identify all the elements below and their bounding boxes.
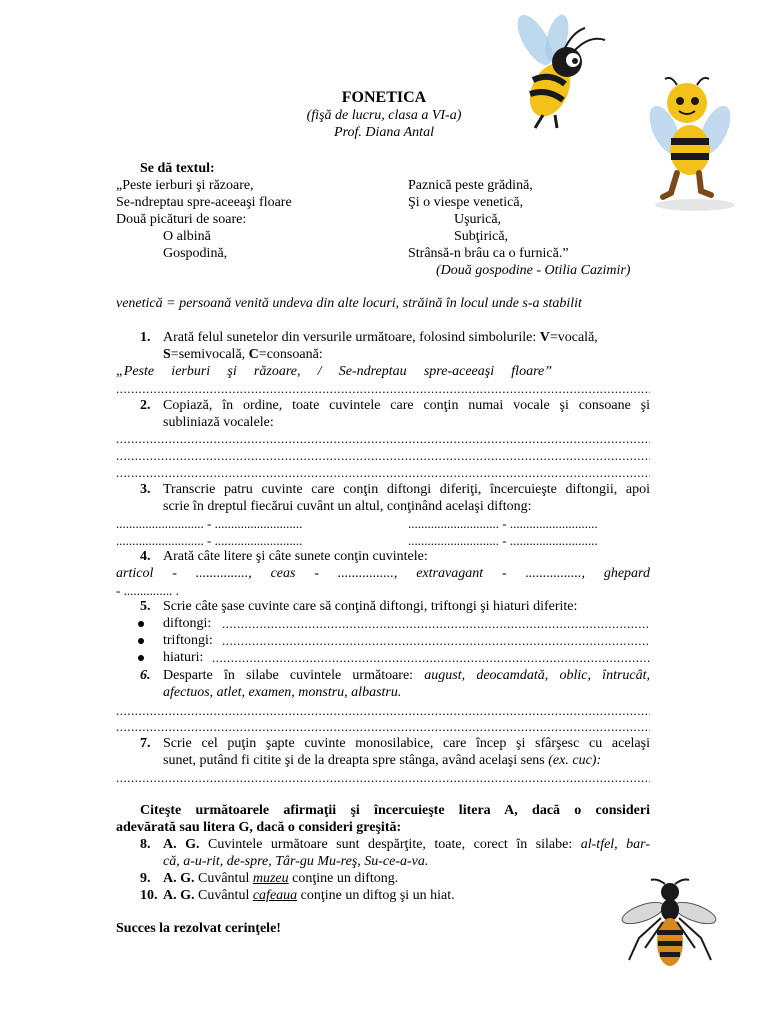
- answer-line[interactable]: [222, 632, 650, 649]
- q6-number: 6.: [140, 668, 151, 683]
- author: Prof. Diana Antal: [334, 125, 434, 140]
- q5-item-hiaturi: hiaturi:: [163, 650, 204, 665]
- q6-words-cont: afectuos, atlet, examen, monstru, albastru.: [163, 685, 402, 700]
- truefalse-intro: Citeşte următoarele afirmaţii şi încercuieşte litera A, dacă o consideri: [140, 803, 650, 818]
- q1-text: Arată felul sunetelor din versurile următoare, folosind simbolurile: V=vocală,: [163, 330, 598, 345]
- q9-number: 9.: [140, 871, 151, 886]
- q1-text-cont: S=semivocală, C=consoană:: [163, 347, 323, 362]
- q8-text: A. G. Cuvintele următoare sunt despărţite, toate, corect în silabe: al-tfel, bar-: [163, 837, 651, 852]
- q8-number: 8.: [140, 837, 151, 852]
- poem-line: Strânsă-n brâu ca o furnică.”: [408, 246, 569, 261]
- poem-line: Gospodină,: [163, 246, 228, 261]
- poem-line: Paznică peste grădină,: [408, 178, 533, 193]
- wasp-illustration: [615, 878, 720, 973]
- q5-item-triftongi: triftongi:: [163, 633, 213, 648]
- q3-text-cont: scrie în dreptul fiecărui cuvânt un altul, conţinând acelaşi diftong:: [163, 499, 532, 514]
- poem-line: Două picături de soare:: [116, 212, 247, 227]
- q3-number: 3.: [140, 482, 151, 497]
- ag-choice[interactable]: A. G.: [163, 871, 195, 886]
- q3-answer-pair[interactable]: ............................ - ...........................: [408, 516, 598, 531]
- poem-line: Subţirică,: [454, 229, 509, 244]
- poem-line: O albină: [163, 229, 211, 244]
- poem-line: Şi o viespe venetică,: [408, 195, 524, 210]
- q10-text: A. G. Cuvântul cafeaua conţine un diftog şi un hiat.: [163, 888, 455, 903]
- q3-answer-pair[interactable]: ........................... - ...........................: [116, 516, 303, 531]
- q3-answer-pair[interactable]: ............................ - ...........................: [408, 533, 598, 548]
- bullet: [138, 621, 144, 627]
- bullet: [138, 638, 144, 644]
- q6-text: Desparte în silabe cuvintele următoare: august, deocamdată, oblic, întrucât,: [163, 668, 651, 683]
- q4-tail[interactable]: - ............... .: [116, 583, 179, 598]
- answer-line[interactable]: [116, 448, 650, 464]
- q5-text: Scrie câte şase cuvinte care să conţină diftongi, triftongi şi hiaturi diferite:: [163, 599, 578, 614]
- standing-bee-illustration: [635, 75, 745, 215]
- answer-line[interactable]: [116, 431, 650, 447]
- poem-source: (Două gospodine - Otilia Cazimir): [436, 263, 631, 278]
- flying-bee-illustration: [505, 10, 610, 130]
- poem-line: Se-ndreptau spre-aceeaşi floare: [116, 195, 292, 210]
- ag-choice[interactable]: A. G.: [163, 837, 200, 852]
- answer-line[interactable]: [212, 649, 650, 666]
- q7-text: Scrie cel puţin şapte cuvinte monosilabice, care încep şi sfârşesc cu acelaşi: [163, 736, 650, 751]
- q9-text: A. G. Cuvântul muzeu conţine un diftong.: [163, 871, 399, 886]
- poem-line: „Peste ierburi şi răzoare,: [116, 178, 254, 193]
- q8-examples: că, a-u-rit, de-spre, Târ-gu Mu-reş, Su-ce-a-va.: [163, 854, 429, 869]
- q4-words: articol - ..............., ceas - ................, extravagant - ................, ghepard: [116, 566, 650, 581]
- answer-line[interactable]: [222, 615, 650, 632]
- q3-answer-pair[interactable]: ........................... - ...........................: [116, 533, 303, 548]
- ag-choice[interactable]: A. G.: [163, 888, 195, 903]
- page-title: FONETICA: [341, 89, 427, 106]
- answer-line[interactable]: [116, 703, 650, 719]
- poem-intro: Se dă textul:: [140, 161, 215, 176]
- answer-line[interactable]: [116, 770, 650, 786]
- q4-number: 4.: [140, 549, 151, 564]
- q7-number: 7.: [140, 736, 151, 751]
- q7-text-cont: sunet, putând fi citite şi de la dreapta spre stânga, având acelaşi sens (ex. cuc):: [163, 753, 602, 768]
- q5-item-diftongi: diftongi:: [163, 616, 212, 631]
- page-subtitle: (fişă de lucru, clasa a VI-a): [306, 108, 462, 123]
- q4-text: Arată câte litere şi câte sunete conţin cuvintele:: [163, 549, 428, 564]
- poem-line: Uşurică,: [454, 212, 502, 227]
- q2-number: 2.: [140, 398, 151, 413]
- q3-text: Transcrie patru cuvinte care conţin diftongi diferiţi, încercuieşte diftongii, apoi: [163, 482, 650, 497]
- bullet: [138, 655, 144, 661]
- q1-number: 1.: [140, 330, 151, 345]
- q10-number: 10.: [140, 888, 158, 903]
- truefalse-intro-cont: adevărată sau litera G, dacă o consideri greşită:: [116, 820, 402, 835]
- answer-line[interactable]: [116, 465, 650, 481]
- closing-message: Succes la rezolvat cerinţele!: [116, 921, 281, 936]
- answer-line[interactable]: [116, 381, 650, 397]
- q1-verse: „Peste ierburi şi răzoare, / Se-ndreptau spre-aceeaşi floare”: [116, 364, 552, 379]
- q2-text-cont: subliniază vocalele:: [163, 415, 274, 430]
- q5-number: 5.: [140, 599, 151, 614]
- glossary-note: venetică = persoană venită undeva din alte locuri, străină în locul unde s-a stabilit: [116, 296, 582, 311]
- answer-line[interactable]: [116, 719, 650, 735]
- q2-text: Copiază, în ordine, toate cuvintele care conţin numai vocale şi consoane şi: [163, 398, 650, 413]
